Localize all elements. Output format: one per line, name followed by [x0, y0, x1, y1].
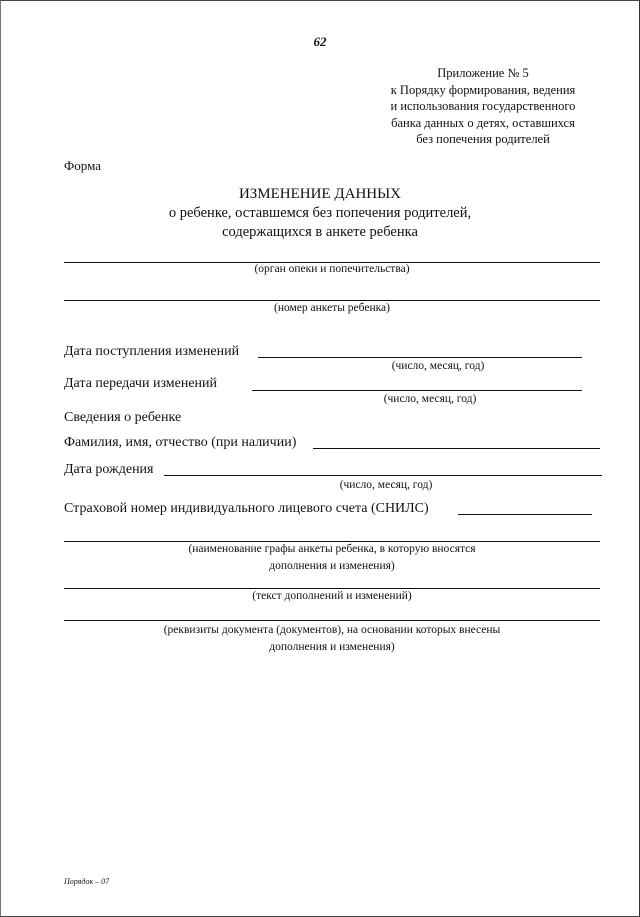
changes-text-line[interactable]: [64, 588, 600, 589]
page-number: 62: [313, 34, 327, 49]
footer-mark: Порядок – 07: [64, 877, 110, 886]
full-name-line[interactable]: [313, 448, 600, 449]
transfer-date-line[interactable]: [252, 390, 582, 391]
caption-line: (наименование графы анкеты ребенка, в которую вносятся: [188, 543, 476, 555]
transfer-date-caption: (число, месяц, год): [383, 393, 477, 405]
child-form-number-caption: (номер анкеты ребенка): [274, 302, 390, 314]
appendix-line: к Порядку формирования, ведения: [390, 82, 576, 97]
snils-line[interactable]: [458, 514, 592, 515]
child-info-label: Сведения о ребенке: [64, 410, 182, 425]
transfer-date-label: Дата передачи изменений: [64, 376, 218, 391]
receipt-date-label: Дата поступления изменений: [64, 344, 240, 359]
title-subtitle-line: содержащихся в анкете ребенка: [222, 224, 418, 240]
birth-date-label: Дата рождения: [64, 462, 154, 477]
appendix-header: [368, 65, 598, 148]
form-label: Форма: [64, 158, 101, 173]
receipt-date-line[interactable]: [258, 357, 582, 358]
full-name-label: Фамилия, имя, отчество (при наличии): [64, 435, 297, 450]
caption-line: дополнения и изменения): [269, 641, 395, 653]
guardianship-body-caption: (орган опеки и попечительства): [254, 263, 410, 275]
appendix-line: Приложение № 5: [437, 66, 529, 80]
appendix-line: без попечения родителей: [416, 132, 550, 146]
document-title: [0, 184, 640, 242]
receipt-date-caption: (число, месяц, год): [391, 360, 485, 372]
caption-line: (реквизиты документа (документов), на основании которых внесены: [163, 624, 501, 636]
title-main: ИЗМЕНЕНИЕ ДАННЫХ: [238, 186, 402, 202]
changes-text-caption: (текст дополнений и изменений): [252, 590, 412, 602]
caption-line: дополнения и изменения): [269, 560, 395, 572]
snils-label: Страховой номер индивидуального лицевого счета (СНИЛС): [64, 501, 429, 516]
document-details-line[interactable]: [64, 620, 600, 621]
birth-date-line[interactable]: [164, 475, 602, 476]
form-section-name-caption: [64, 541, 600, 575]
appendix-line: и использования государственного: [390, 99, 576, 113]
birth-date-caption: (число, месяц, год): [339, 479, 433, 491]
appendix-line: банка данных о детях, оставшихся: [391, 115, 575, 130]
child-form-number-line[interactable]: [64, 300, 600, 301]
title-subtitle-line: о ребенке, оставшемся без попечения родителей,: [168, 205, 472, 221]
document-details-caption: [64, 622, 600, 656]
